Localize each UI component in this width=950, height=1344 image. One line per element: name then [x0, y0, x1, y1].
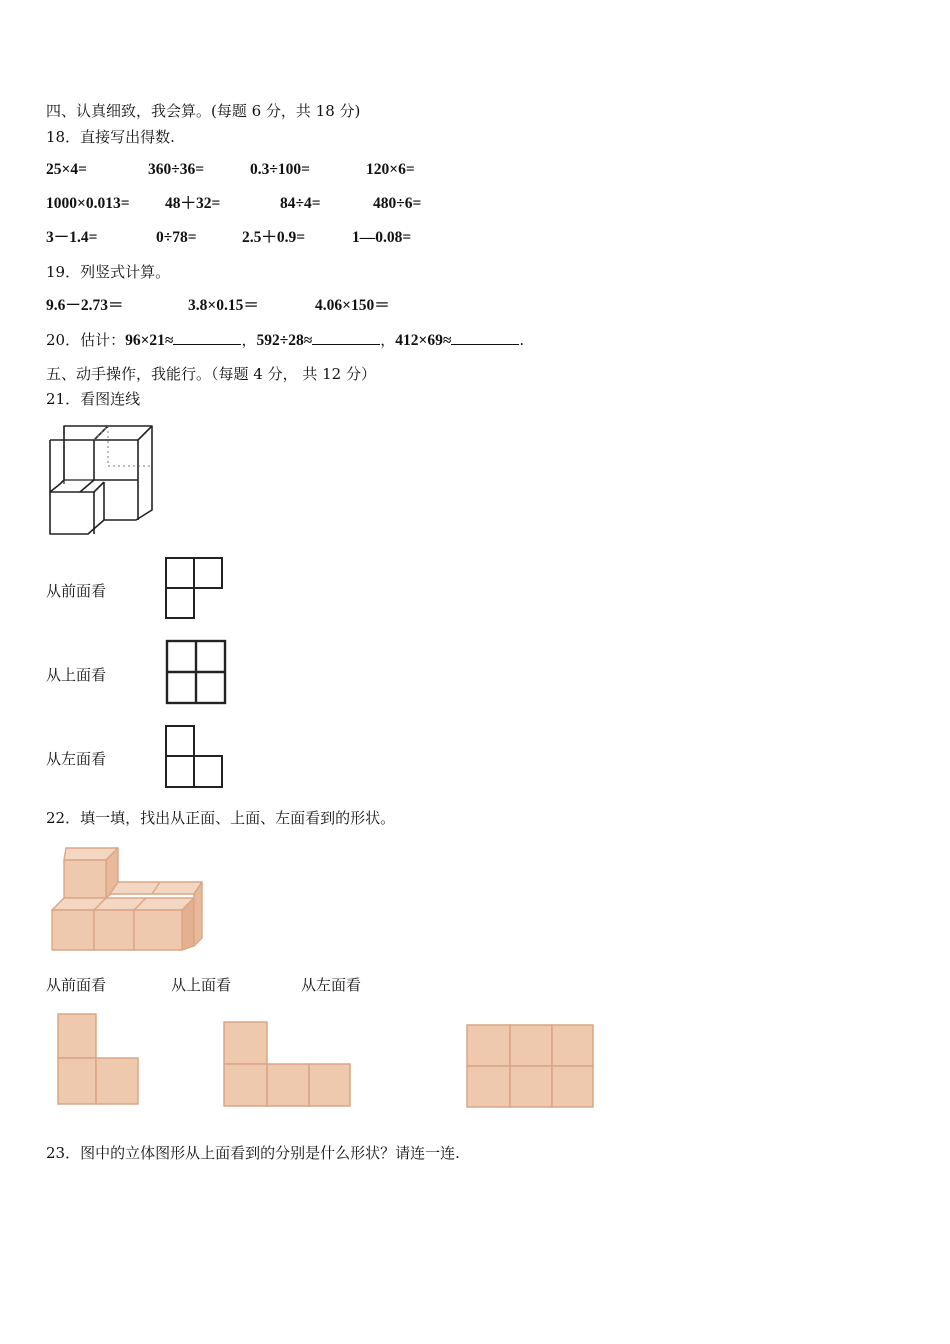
- q20-sep-2: ，: [380, 331, 396, 349]
- q20-item-1: 96×21≈: [125, 332, 174, 349]
- q18-r1-c4: 120×6=: [366, 161, 415, 178]
- q18-r2-c3: 84÷4=: [280, 195, 321, 212]
- q20-blank-1[interactable]: [173, 330, 241, 345]
- q20-blank-3[interactable]: [451, 330, 519, 345]
- q18-r3-c3: 2.5＋0.9=: [242, 229, 306, 246]
- q18-r1-c1: 25×4=: [46, 161, 87, 178]
- q18-title: 18．直接写出得数.: [46, 128, 175, 146]
- q21-solid-figure: [46, 422, 158, 538]
- q22-view-top: 从上面看: [171, 976, 232, 994]
- q18-r3-c2: 0÷78=: [156, 229, 197, 246]
- q20-item-3: 412×69≈: [395, 332, 452, 349]
- q18-r2-c2: 48＋32=: [165, 195, 221, 212]
- q20-blank-2[interactable]: [312, 330, 380, 345]
- q22-block-figure: [46, 842, 206, 954]
- q22-shape-a[interactable]: [56, 1012, 142, 1106]
- q18-r1-c3: 0.3÷100=: [250, 161, 310, 178]
- q22-title: 22．填一填，找出从正面、上面、左面看到的形状。: [46, 809, 396, 827]
- q20-sep-1: ，: [241, 331, 257, 349]
- q20-end: .: [519, 331, 525, 349]
- q21-shape-c[interactable]: [164, 724, 224, 790]
- q18-r2-c4: 480÷6=: [373, 195, 422, 212]
- q18-r1-c2: 360÷36=: [148, 161, 205, 178]
- q18-r2-c1: 1000×0.013=: [46, 195, 130, 212]
- section5-heading: 五、动手操作，我能行。（每题 4 分， 共 12 分）: [46, 365, 376, 383]
- q19-item-1: 9.6－2.73＝: [46, 297, 124, 314]
- q20-item-2: 592÷28≈: [256, 332, 313, 349]
- q19-title: 19．列竖式计算。: [46, 263, 171, 281]
- q21-shape-b[interactable]: [165, 639, 227, 705]
- q18-r3-c4: 1—0.08=: [352, 229, 412, 246]
- q19-item-3: 4.06×150＝: [315, 297, 390, 314]
- q18-r3-c1: 3－1.4=: [46, 229, 98, 246]
- q21-view-left: 从左面看: [46, 750, 107, 768]
- q21-shape-a[interactable]: [164, 556, 224, 620]
- q23-title: 23．图中的立体图形从上面看到的分别是什么形状？请连一连.: [46, 1144, 460, 1162]
- q21-view-front: 从前面看: [46, 582, 107, 600]
- q20-line: [46, 330, 524, 351]
- q22-shape-c[interactable]: [465, 1023, 595, 1109]
- q21-view-top: 从上面看: [46, 666, 107, 684]
- q21-title: 21．看图连线: [46, 390, 141, 408]
- q22-shape-b[interactable]: [222, 1020, 352, 1110]
- section4-heading: 四、认真细致，我会算。(每题 6 分，共 18 分): [46, 102, 361, 120]
- q22-view-left: 从左面看: [301, 976, 362, 994]
- q19-item-2: 3.8×0.15＝: [188, 297, 259, 314]
- q20-label: 20．估计：: [46, 331, 126, 349]
- q22-view-front: 从前面看: [46, 976, 107, 994]
